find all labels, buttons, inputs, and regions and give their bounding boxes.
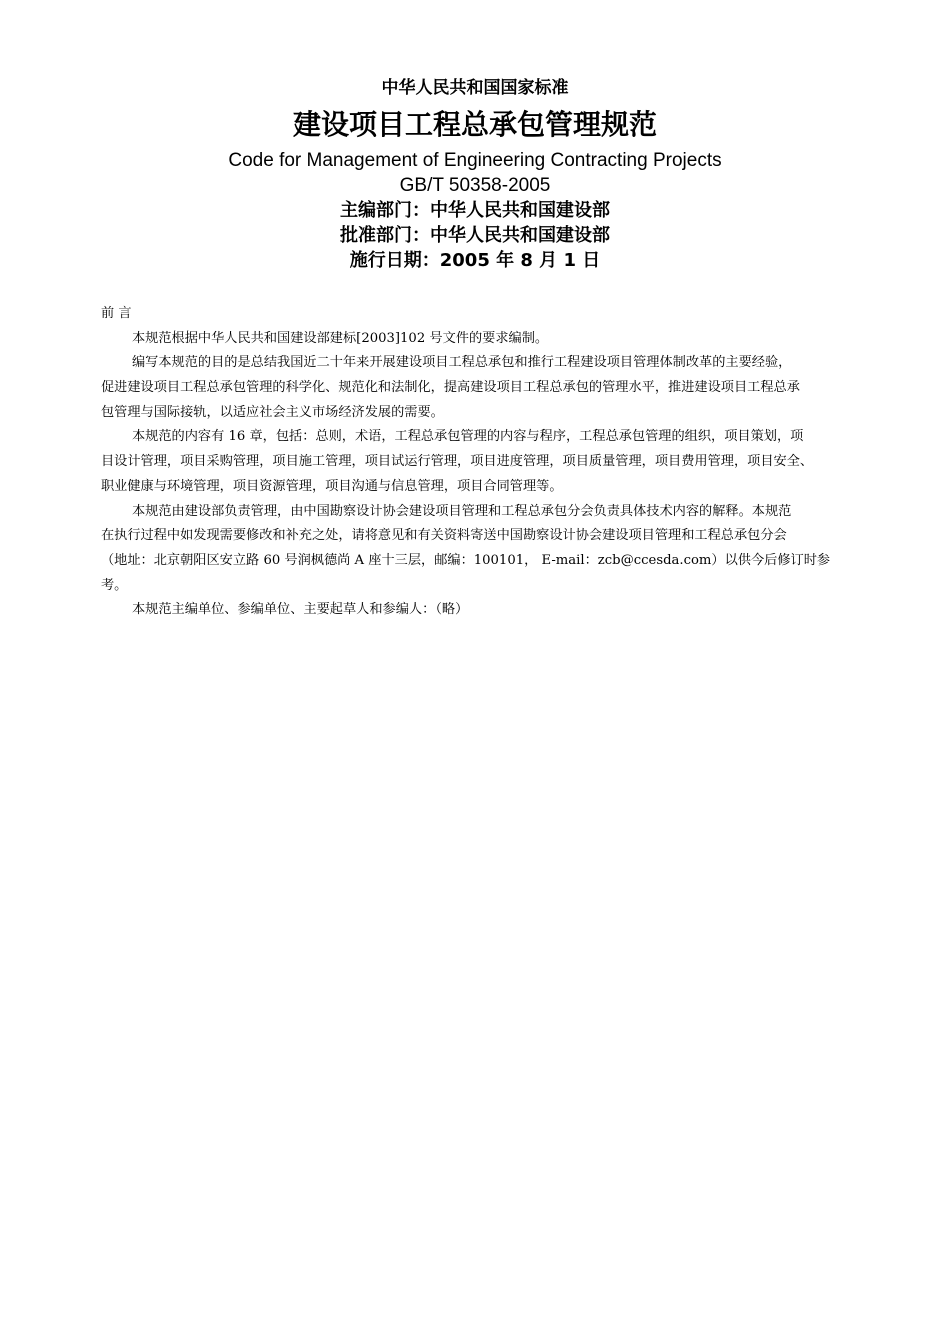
preface-line: 在执行过程中如发现需要修改和补充之处，请将意见和有关资料寄送中国勘察设计协会建设项目管理和工程总承包分会 xyxy=(101,528,787,544)
preface-line: 促进建设项目工程总承包管理的科学化、规范化和法制化，提高建设项目工程总承包的管理水平，推进建设项目工程总承 xyxy=(101,380,800,396)
standard-type: 中华人民共和国国家标准 xyxy=(381,78,569,98)
preface-line: 目设计管理，项目采购管理，项目施工管理，项目试运行管理，项目进度管理，项目质量管理，项目费用管理，项目安全、 xyxy=(101,454,814,470)
preface-line: 职业健康与环境管理，项目资源管理，项目沟通与信息管理，项目合同管理等。 xyxy=(101,478,563,494)
preface-line: 本规范主编单位、参编单位、主要起草人和参编人：（略） xyxy=(132,602,469,618)
approval-department: 批准部门：中华人民共和国建设部 xyxy=(340,225,610,246)
preface-line: 本规范的内容有 16 章，包括：总则，术语，工程总承包管理的内容与程序，工程总承包管理的组织，项目策划，项 xyxy=(132,429,804,445)
editor-department: 主编部门：中华人民共和国建设部 xyxy=(340,200,610,221)
preface-section xyxy=(101,302,881,623)
document-header xyxy=(0,74,950,273)
effective-date: 施行日期：2005 年 8 月 1 日 xyxy=(349,250,601,271)
preface-line: 本规范根据中华人民共和国建设部建标[2003]102 号文件的要求编制。 xyxy=(132,330,549,346)
preface-line: 包管理与国际接轨，以适应社会主义市场经济发展的需要。 xyxy=(101,404,444,420)
preface-line: （地址：北京朝阳区安立路 60 号润枫德尚 A 座十三层，邮编：100101， E-mail：zcb@ccesda.com）以供今后修订时参 xyxy=(101,552,831,568)
document-title: 建设项目工程总承包管理规范 xyxy=(292,108,657,141)
english-title: Code for Management of Engineering Contracting Projects xyxy=(228,150,722,171)
preface-line: 本规范由建设部负责管理，由中国勘察设计协会建设项目管理和工程总承包分会负责具体技术内容的解释。本规范 xyxy=(132,503,792,519)
preface-line: 编写本规范的目的是总结我国近二十年来开展建设项目工程总承包和推行工程建设项目管理体制改革的主要经验， xyxy=(132,355,792,371)
preface-heading: 前 言 xyxy=(101,306,132,321)
standard-code: GB/T 50358-2005 xyxy=(399,175,551,196)
preface-line: 考。 xyxy=(101,577,128,593)
